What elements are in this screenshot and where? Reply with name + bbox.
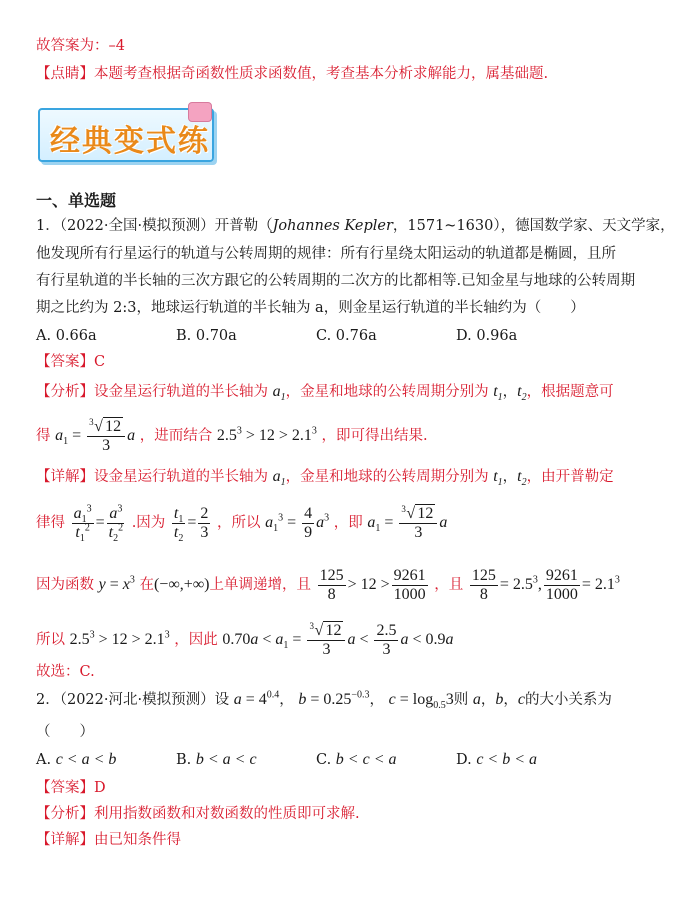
q1-line-3: 有行星轨道的半长轴的三次方跟它的公转周期的二次方的比都相等.已知金星与地球的公转周期 xyxy=(36,273,636,289)
banner-title: 经典变式练 xyxy=(50,124,210,159)
comment-text: 本题考查根据奇函数性质求函数值，考查基本分析求解能力，属基础题. xyxy=(94,66,549,82)
q2-option-a: A. c < a < b xyxy=(36,751,117,768)
q1-answer: 【答案】C xyxy=(36,354,106,370)
q1-option-d: D. 0.96a xyxy=(456,328,518,344)
q2-line-2: （ ） xyxy=(36,724,94,740)
q2-answer: 【答案】D xyxy=(36,780,106,796)
kepler-name: Johannes Kepler xyxy=(272,218,393,234)
q1-detail-line-1: 【详解】设金星运行轨道的半长轴为 $a_1$，金星和地球的公转周期分别为 $t_1$，$t_2$，由开普勒定 xyxy=(36,468,614,489)
q1-line-2: 他发现所有行星运行的轨道与公转周期的规律：所有行星绕太阳运动的轨道都是椭圆，且所 xyxy=(36,246,616,262)
q1-line-4: 期之比约为 2:3，地球运行轨道的半长轴为 a，则金星运行轨道的半长轴约为（ ） xyxy=(36,300,585,316)
q2-detail: 【详解】由已知条件得 xyxy=(36,832,181,848)
q2-option-c: C. b < c < a xyxy=(316,751,397,768)
q1-detail-line-2: 律得 $\frac{a_1^3}{t_1^2}$ = $\frac{a^3}{t_2^2}$ .因为 $\frac{t_1}{t_2}$ = $\frac{2}{3}$ ，所以 $a_1^3$ = $\frac{4}{9}$ $a^3$ ，即 $a_1$ = 3 √ 12 3 a xyxy=(36,503,448,545)
q1-option-b: B. 0.70a xyxy=(176,328,237,344)
section-title: 一、单选题 xyxy=(36,191,117,210)
q1-detail-line-4: 所以 $2.5^3 > 12 > 2.1^3$ ，因此 $0.70a < a_1$ = 3 √ 12 3 a < $\frac{2.5}{3}$ a < 0.9a xyxy=(36,621,454,658)
detail-tag: 【详解】 xyxy=(36,469,94,485)
q1-option-a: A. 0.66a xyxy=(36,328,97,344)
q2-line-1: 2．（2022·河北·模拟预测）设 $a = 4^{0.4}$， $b = 0.25^{-0.3}$， $c = \log_{0.5}3$则 a，b，c的大小关系为 xyxy=(36,689,612,712)
q2-option-b: B. b < a < c xyxy=(176,751,257,768)
comment-line xyxy=(36,64,548,84)
q1-analysis-line-1: 【分析】设金星运行轨道的半长轴为 $a_1$，金星和地球的公转周期分别为 $t_1$，$t_2$，根据题意可 xyxy=(36,383,614,404)
q2-option-d: D. c < b < a xyxy=(456,751,538,768)
q1-conclusion: 故选：C. xyxy=(36,664,95,680)
q1-analysis-line-2: 得 $a_1$ = 3 √ 12 3 a ，进而结合 $2.5^3 > 12 > 2.1^3$ ，即可得出结果. xyxy=(36,417,428,454)
analysis-tag: 【分析】 xyxy=(36,384,94,400)
q1-line-1: 1．（2022·全国·模拟预测）开普勒（Johannes Kepler，1571~1630），德国数学家、天文学家， xyxy=(36,218,675,234)
q1-detail-line-3: 因为函数 $y = x^3$ 在(−∞,+∞)上单调递增，且 $\frac{125}{8}$ > 12 > $\frac{9261}{1000}$ ，且 $\frac{125}{8}$ = $2.5^3$, $\frac{9261}{1000}$ = $2.1^3$ xyxy=(36,567,620,603)
answer-line: 故答案为：–4 xyxy=(36,38,125,54)
q2-analysis: 【分析】利用指数函数和对数函数的性质即可求解. xyxy=(36,806,360,822)
q1-option-c: C. 0.76a xyxy=(316,328,377,344)
comment-tag: 【点睛】 xyxy=(36,66,94,82)
section-banner xyxy=(38,102,216,158)
